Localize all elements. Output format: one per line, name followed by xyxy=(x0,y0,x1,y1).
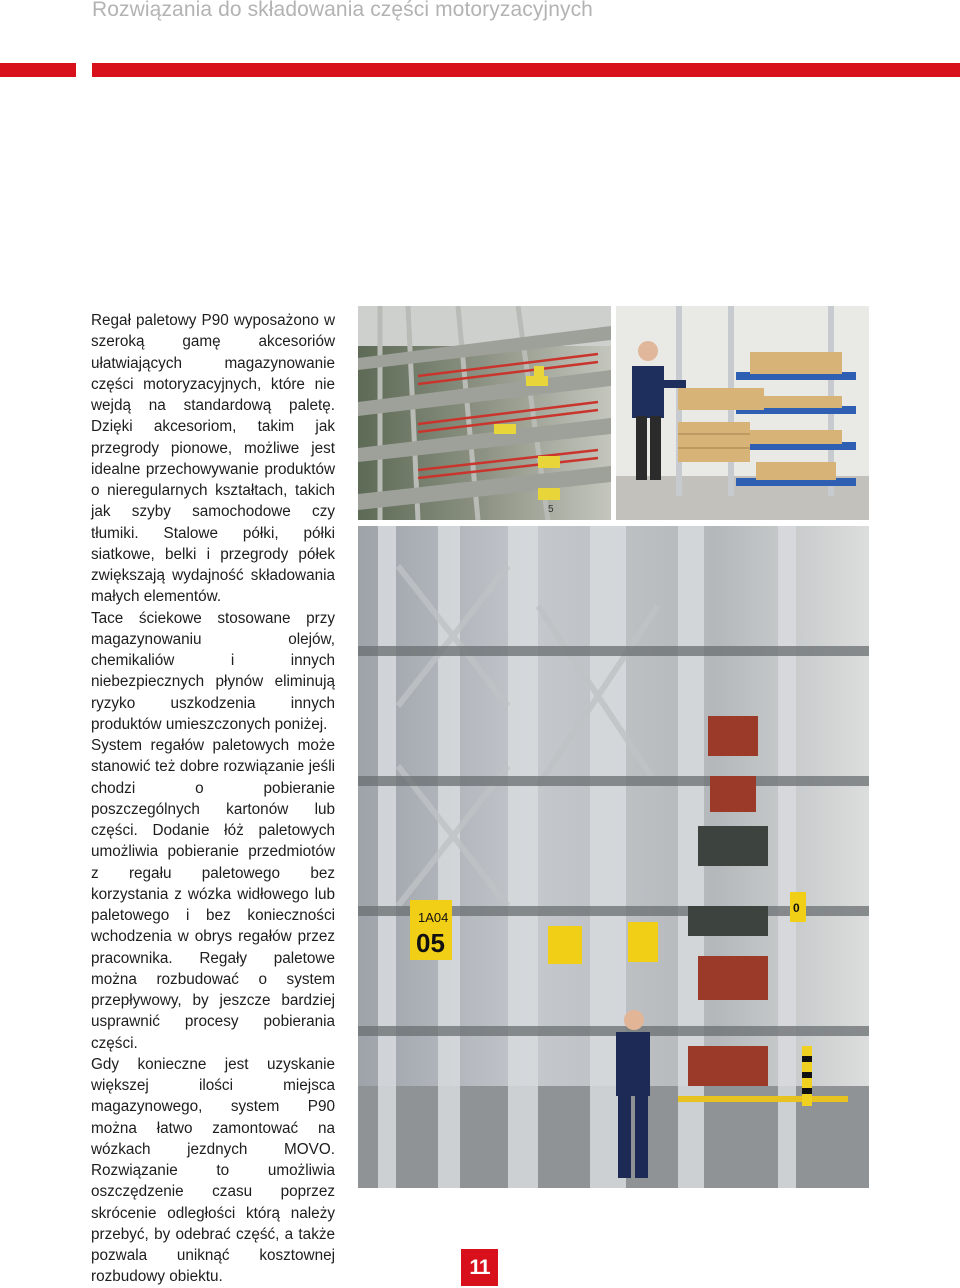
header-rule-right xyxy=(92,63,960,77)
photo-pallet-drawers xyxy=(616,306,869,520)
photo-carton-flow-rack xyxy=(358,306,611,520)
article-paragraph: System regałów paletowych może stanowić też dobre rozwiązanie jeśli chodzi o pobieranie poszczególnych kartonów lub części. Dodanie łóż paletowych umożliwia pobieranie przedmiotów z regału paletowego bez korzystania z wózka widłowego lub paletowego i bez konieczności wchodzenia w obrys regałów przez pracownika. Regały paletowe można rozbudować o system przepływowy, by jeszcze bardziej usprawnić procesy pobierania części. xyxy=(91,737,335,1052)
flow-rack-label: 5 xyxy=(548,504,554,515)
rack-side-label: 0 xyxy=(793,901,800,915)
article-paragraph: Tace ściekowe stosowane przy magazynowaniu olejów, chemikaliów i innych niebezpiecznych płynów eliminują ryzyko uszkodzenia innych produktów umieszczonych poniżej. xyxy=(91,609,335,733)
article-paragraph: Regał paletowy P90 wyposażono w szeroką gamę akcesoriów ułatwiających magazynowanie części motoryzacyjnych, które nie wejdą na standardową paletę. Dzięki akcesoriom, takim jak przegrody pionowe, możliwe jest idealne przechowywanie produktów o nieregularnych kształtach, takich jak szyby samochodowe czy tłumiki. Stalowe półki, półki siatkowe, belki i przegrody półek zwiększają wydajność składowania małych elementów. xyxy=(91,312,335,606)
article-paragraph: Gdy konieczne jest uzyskanie większej ilości miejsca magazynowego, system P90 można łatwo zamontować na wózkach jezdnych MOVO. Rozwiązanie to umożliwia oszczędzenie czasu poprzez skrócenie odległości którą należy przebyć, by odebrać część, a także pozwala uniknąć kosztownej rozbudowy obiektu. xyxy=(91,1055,335,1286)
article-body xyxy=(91,310,335,1288)
page-number: 11 xyxy=(461,1249,498,1286)
rack-sign-bottom: 05 xyxy=(416,928,445,958)
page-header-title: Rozwiązania do składowania części motoryzacyjnych xyxy=(92,0,593,21)
header-rule-left xyxy=(0,63,76,77)
rack-sign-top: 1A04 xyxy=(418,910,449,925)
photo-mobile-racking xyxy=(358,526,869,1188)
